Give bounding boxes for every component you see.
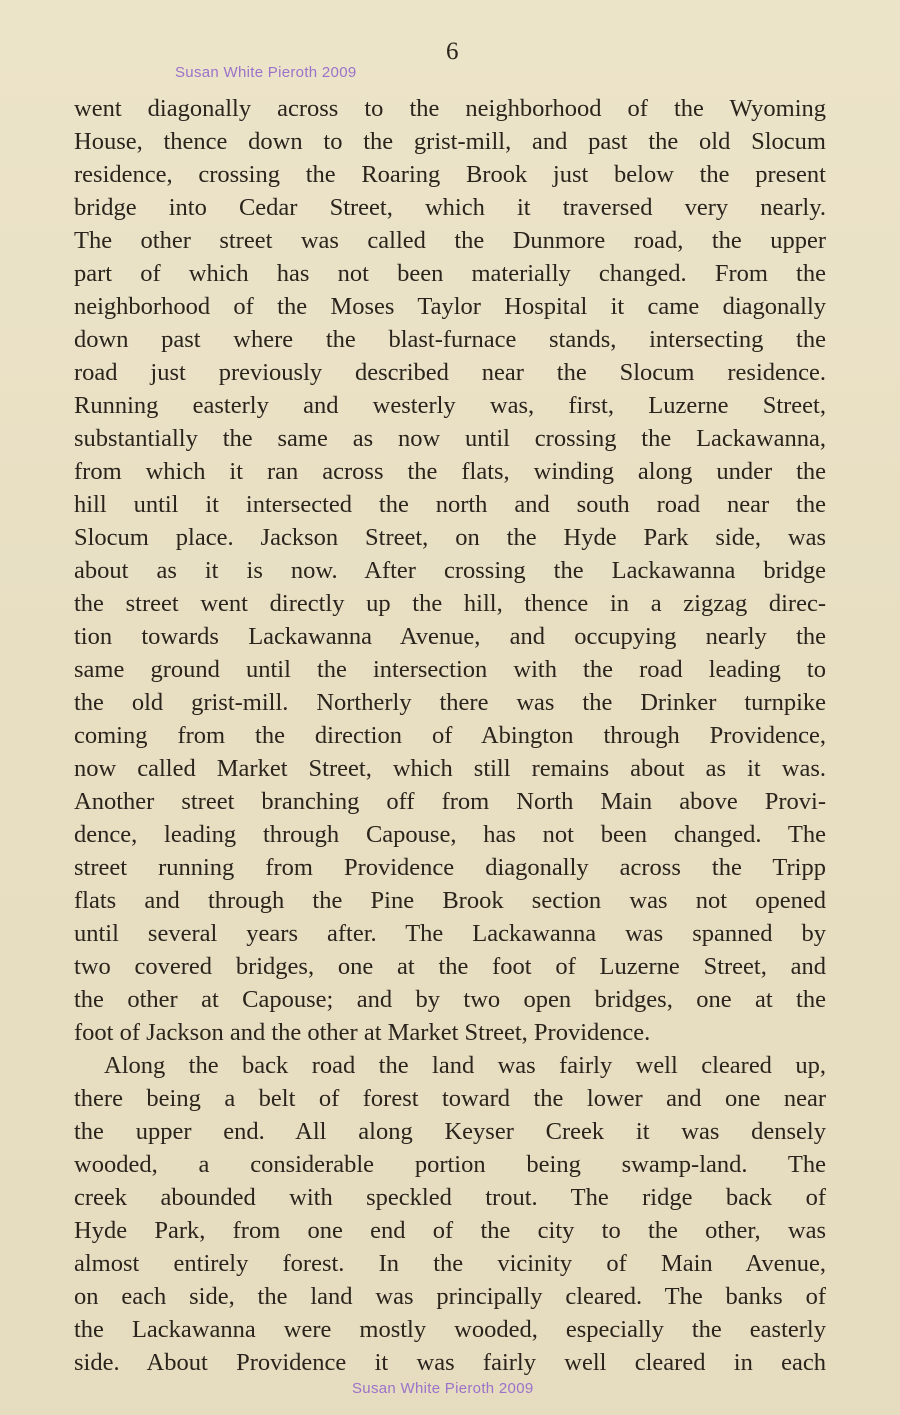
text-line: down past where the blast-furnace stands, intersecting the [74,326,826,353]
text-line: about as it is now. After crossing the Lackawanna bridge [74,557,826,584]
text-line: bridge into Cedar Street, which it traversed very nearly. [74,194,826,221]
text-line: went diagonally across to the neighborhood of the Wyoming [74,95,826,122]
text-line: the old grist-mill. Northerly there was the Drinker turnpike [74,689,826,716]
paragraph-start-line: Along the back road the land was fairly well cleared up, [104,1052,826,1079]
text-line: neighborhood of the Moses Taylor Hospital it came diagonally [74,293,826,320]
text-line: on each side, the land was principally cleared. The banks of [74,1283,826,1310]
text-line: Slocum place. Jackson Street, on the Hyde Park side, was [74,524,826,551]
text-line: House, thence down to the grist-mill, and past the old Slocum [74,128,826,155]
text-line: residence, crossing the Roaring Brook just below the present [74,161,826,188]
text-line: dence, leading through Capouse, has not been changed. The [74,821,826,848]
text-line: now called Market Street, which still remains about as it was. [74,755,826,782]
text-line: flats and through the Pine Brook section was not opened [74,887,826,914]
text-line: from which it ran across the flats, winding along under the [74,458,826,485]
page-number: 6 [446,38,459,65]
watermark-top: Susan White Pieroth 2009 [175,64,357,81]
text-line: tion towards Lackawanna Avenue, and occupying nearly the [74,623,826,650]
text-line: part of which has not been materially changed. From the [74,260,826,287]
text-line: Another street branching off from North Main above Provi- [74,788,826,815]
text-line: the upper end. All along Keyser Creek it was densely [74,1118,826,1145]
text-line: hill until it intersected the north and south road near the [74,491,826,518]
text-line: Hyde Park, from one end of the city to the other, was [74,1217,826,1244]
watermark-bottom: Susan White Pieroth 2009 [352,1380,534,1397]
text-line: coming from the direction of Abington through Providence, [74,722,826,749]
text-line: side. About Providence it was fairly well cleared in each [74,1349,826,1376]
text-line: street running from Providence diagonally across the Tripp [74,854,826,881]
text-line: substantially the same as now until crossing the Lackawanna, [74,425,826,452]
text-line: until several years after. The Lackawanna was spanned by [74,920,826,947]
text-line: almost entirely forest. In the vicinity of Main Avenue, [74,1250,826,1277]
text-line: the Lackawanna were mostly wooded, especially the easterly [74,1316,826,1343]
text-line: road just previously described near the Slocum residence. [74,359,826,386]
text-line: the street went directly up the hill, thence in a zigzag direc- [74,590,826,617]
text-line: there being a belt of forest toward the lower and one near [74,1085,826,1112]
body-text [74,92,826,1379]
text-line: Running easterly and westerly was, first, Luzerne Street, [74,392,826,419]
text-line: two covered bridges, one at the foot of Luzerne Street, and [74,953,826,980]
text-line: same ground until the intersection with the road leading to [74,656,826,683]
text-line: creek abounded with speckled trout. The ridge back of [74,1184,826,1211]
text-line: The other street was called the Dunmore road, the upper [74,227,826,254]
text-line: the other at Capouse; and by two open bridges, one at the [74,986,826,1013]
text-line: foot of Jackson and the other at Market Street, Providence. [74,1019,651,1046]
text-line: wooded, a considerable portion being swamp-land. The [74,1151,826,1178]
